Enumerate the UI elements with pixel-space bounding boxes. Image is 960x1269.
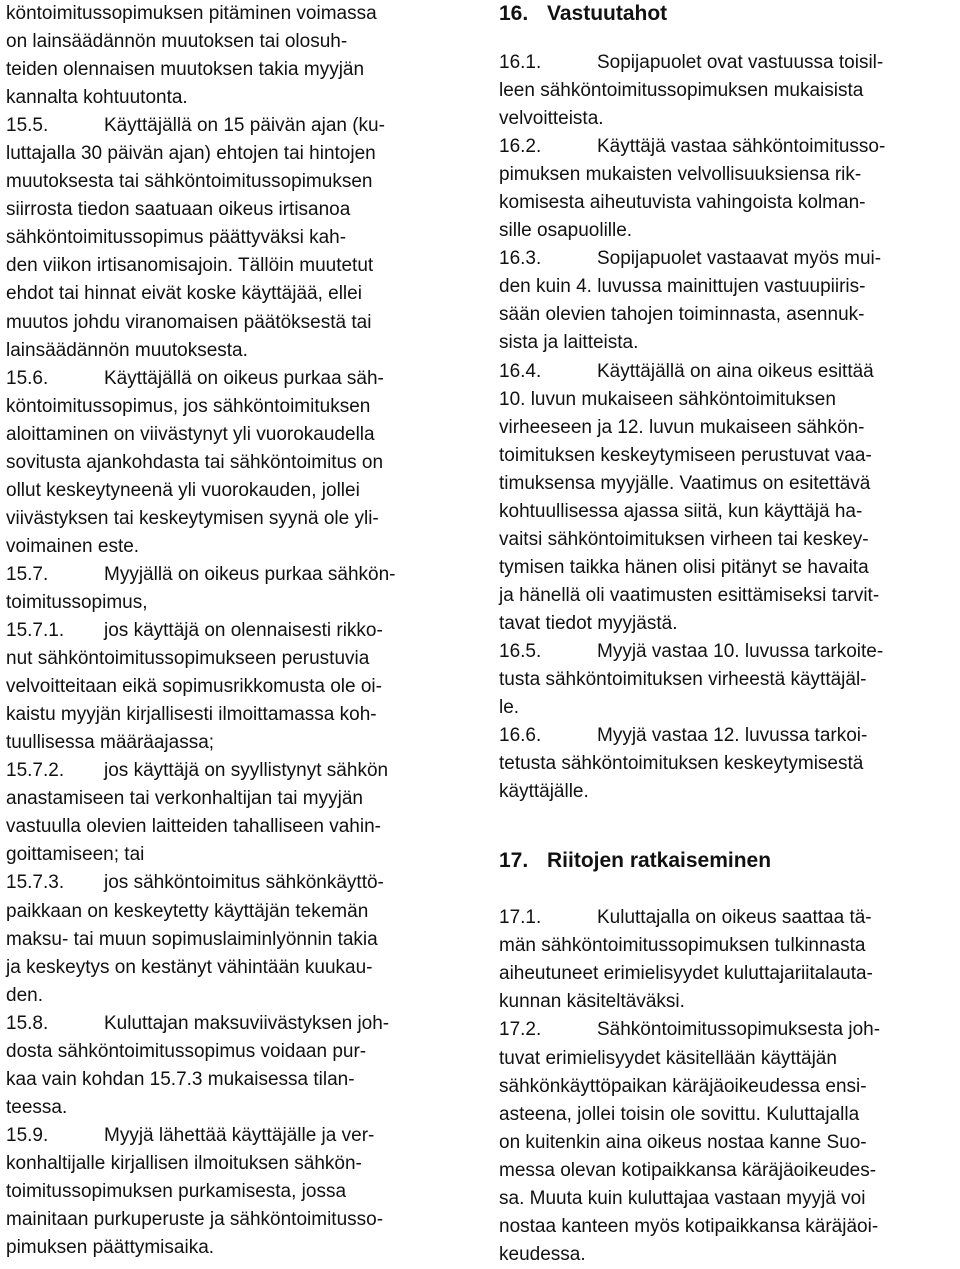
paragraph-number: 16.5. xyxy=(499,640,542,662)
paragraph-15-5 xyxy=(6,112,464,364)
left-column xyxy=(6,0,464,1262)
paragraph-number: 15.7.1. xyxy=(6,620,65,642)
section-number: 16. xyxy=(499,2,529,25)
paragraph-17-2 xyxy=(499,1016,955,1268)
paragraph-text: Sopijapuolet ovat vastuussa toisil- leen sähköntoimitussopimuksen mukaisista velvoitteista. xyxy=(499,52,884,130)
paragraph-text: Käyttäjällä on 15 päivän ajan (ku- luttajalla 30 päivän ajan) ehtojen tai hintojen muutoksesta tai sähköntoimitussopimuksen siirrosta tiedon saatuaan oikeus irtisanoa sähköntoimitussopimus päättyväksi kah- den viikon irtisanomisajoin. Tällöin muutetut ehdot tai hinnat eivät koske käyttäjää, ellei muutos johdu viranomaisen päätöksestä tai lainsäädännön muutoksesta. xyxy=(6,115,385,361)
paragraph-number: 15.7.3. xyxy=(6,872,65,894)
paragraph-number: 15.7. xyxy=(6,563,49,585)
paragraph-number: 16.3. xyxy=(499,248,542,270)
section-heading-17 xyxy=(499,847,955,875)
paragraph-16-6 xyxy=(499,722,955,806)
paragraph-16-2 xyxy=(499,133,955,245)
paragraph-15-4-continued xyxy=(6,0,464,112)
paragraph-text: jos sähköntoimitus sähkönkäyttö- paikkaan on keskeytetty käyttäjän tekemän maksu- tai muun sopimuslaiminlyönnin takia ja keskeytys on kestänyt vähintään kuukau- den. xyxy=(6,872,384,1006)
paragraph-number: 15.5. xyxy=(6,115,49,137)
paragraph-16-1 xyxy=(499,49,955,133)
section-title: Vastuutahot xyxy=(547,2,668,25)
paragraph-16-5 xyxy=(499,638,955,722)
paragraph-text: Myyjällä on oikeus purkaa sähkön- toimitussopimus, xyxy=(6,563,396,613)
section-heading-16 xyxy=(499,0,955,28)
section-title: Riitojen ratkaiseminen xyxy=(547,849,772,873)
paragraph-16-4 xyxy=(499,358,955,638)
paragraph-number: 16.6. xyxy=(499,725,542,747)
paragraph-number: 16.2. xyxy=(499,136,542,158)
paragraph-16-3 xyxy=(499,245,955,357)
paragraph-15-7-3 xyxy=(6,869,464,1009)
paragraph-15-7-1 xyxy=(6,617,464,757)
paragraph-text: Sopijapuolet vastaavat myös mui- den kuin 4. luvussa mainittujen vastuupiiris- sään olevien tahojen toiminnasta, asennuk- sista ja laitteista. xyxy=(499,248,882,354)
paragraph-text: Käyttäjällä on aina oikeus esittää 10. luvun mukaiseen sähköntoimituksen virheeseen ja 12. luvun mukaiseen sähkön- toimituksen keskeytymiseen perustuvat vaa- timuksensa myyjälle. Vaatimus on esitettävä kohtuullisessa ajassa siitä, kun käyttäjä ha- vaitsi sähköntoimituksen virheen tai keskey- tymisen taikka hänen olisi pitänyt se havaita ja hänellä oli vaatimusten esittämiseksi tarvit- tavat tiedot myyjästä. xyxy=(499,360,880,634)
paragraph-text: Myyjä vastaa 10. luvussa tarkoite- tusta sähköntoimituksen virheestä käyttäjäl- le. xyxy=(499,640,884,719)
paragraph-text: jos käyttäjä on syyllistynyt sähkön anastamiseen tai verkonhaltijan tai myyjän vastuulla olevien laitteiden tahalliseen vahin- goittamiseen; tai xyxy=(6,760,389,866)
paragraph-text: Myyjä vastaa 12. luvussa tarkoi- tetusta sähköntoimituksen keskeytymisestä käyttäjälle. xyxy=(499,725,868,803)
paragraph-number: 15.7.2. xyxy=(6,760,65,782)
paragraph-text: jos käyttäjä on olennaisesti rikko- nut sähköntoimitussopimukseen perustuvia velvoitteitaan eikä sopimusrikkomusta ole oi- kaistu myyjän kirjallisesti ilmoittamassa koh- tuullisessa määräajassa; xyxy=(6,620,383,754)
paragraph-number: 17.2. xyxy=(499,1019,542,1041)
paragraph-15-6 xyxy=(6,365,464,561)
paragraph-number: 16.1. xyxy=(499,52,542,73)
right-column xyxy=(499,0,955,1269)
paragraph-17-1 xyxy=(499,904,955,1016)
paragraph-text: Kuluttajan maksuviivästyksen joh- dosta sähköntoimitussopimus voidaan pur- kaa vain kohdan 15.7.3 mukaisessa tilan- teessa. xyxy=(6,1012,390,1118)
paragraph-text: Kuluttajalla on oikeus saattaa tä- män sähköntoimitussopimuksen tulkinnasta aiheutuneet erimielisyydet kuluttajariitalauta- kunnan käsiteltäväksi. xyxy=(499,907,873,1013)
paragraph-number: 15.6. xyxy=(6,367,49,389)
paragraph-number: 15.9. xyxy=(6,1124,49,1146)
paragraph-15-7-2 xyxy=(6,757,464,869)
paragraph-text: Myyjä lähettää käyttäjälle ja ver- konhaltijalle kirjallisen ilmoituksen sähkön- toimitussopimuksen purkamisesta, jossa mainitaan purkuperuste ja sähköntoimitusso- pimuksen päättymisaika. xyxy=(6,1124,384,1259)
section-number: 17. xyxy=(499,849,529,873)
paragraph-number: 15.8. xyxy=(6,1012,49,1034)
paragraph-text: Käyttäjä vastaa sähköntoimitusso- pimuksen mukaisten velvollisuuksiensa rik- komisesta aiheutuvista vahingoista kolman- sille osapuolille. xyxy=(499,136,886,242)
paragraph-number: 17.1. xyxy=(499,907,542,929)
paragraph-text: köntoimitussopimuksen pitäminen voimassa on lainsäädännön muutoksen tai olosuh- teiden olennaisen muutoksen takia myyjän kannalta kohtuutonta. xyxy=(6,3,377,109)
paragraph-15-9 xyxy=(6,1122,464,1262)
paragraph-text: Sähköntoimitussopimuksesta joh- tuvat erimielisyydet käsitellään käyttäjän sähkönkäyttöpaikan käräjäoikeudessa ensi- asteena, jollei toisin ole sovittu. Kuluttajalla on kuitenkin aina oikeus nostaa kanne Suo- messa olevan kotipaikkansa käräjäoikeudes- sa. Muuta kuin kuluttajaa vastaan myyjä voi nostaa kanteen myös kotipaikkansa käräjäoi- keudessa. xyxy=(499,1019,881,1265)
paragraph-number: 16.4. xyxy=(499,360,542,382)
paragraph-15-8 xyxy=(6,1010,464,1122)
paragraph-text: Käyttäjällä on oikeus purkaa säh- köntoimitussopimus, jos sähköntoimituksen aloittaminen on viivästynyt yli vuorokaudella sovitusta ajankohdasta tai sähköntoimitus on ollut keskeytyneenä yli vuorokauden, jollei viivästyksen tai keskeytymisen syynä ole yli- voimainen este. xyxy=(6,367,384,557)
paragraph-15-7 xyxy=(6,561,464,617)
